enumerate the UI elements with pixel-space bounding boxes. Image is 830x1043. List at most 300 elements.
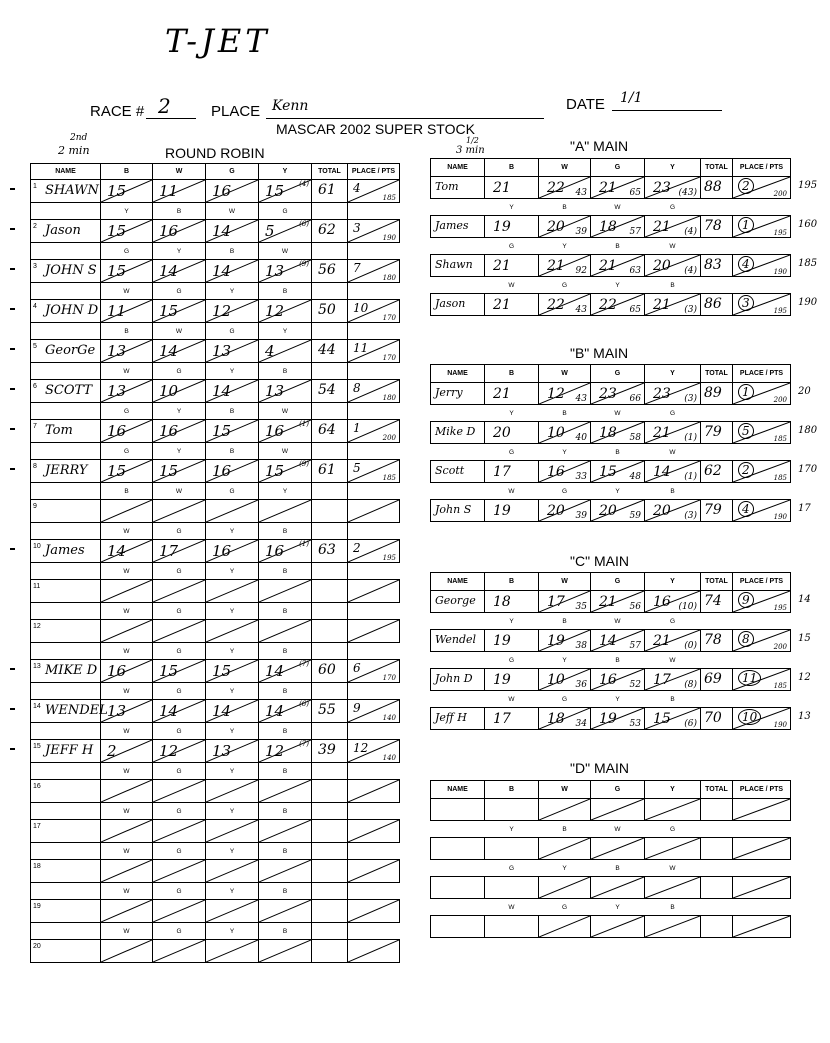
lap-cell[interactable]: [539, 422, 591, 444]
main-name-cell[interactable]: [431, 669, 485, 691]
heat-score: 14: [212, 702, 232, 720]
lap-cell[interactable]: [485, 422, 539, 444]
lap-cell[interactable]: [645, 916, 701, 938]
lap-cell[interactable]: [591, 294, 645, 316]
total-cell[interactable]: [701, 500, 733, 522]
total-cell[interactable]: [312, 540, 348, 563]
lap-cell[interactable]: [645, 383, 701, 405]
heat-score-cell[interactable]: [153, 900, 206, 923]
place-pts-cell[interactable]: [348, 340, 400, 363]
lap-cell[interactable]: [591, 177, 645, 199]
cumulative-laps: 39: [575, 227, 587, 237]
place-pts-cell[interactable]: [733, 500, 791, 522]
lap-cell[interactable]: [645, 177, 701, 199]
cell-divider: [259, 820, 311, 842]
heat-score-cell[interactable]: [153, 460, 206, 483]
heat-score-cell[interactable]: [206, 300, 259, 323]
place-pts-cell[interactable]: [733, 799, 791, 821]
lap-cell[interactable]: [539, 916, 591, 938]
heat-score-cell[interactable]: [206, 380, 259, 403]
total-cell[interactable]: [312, 740, 348, 763]
lap-cell[interactable]: [539, 255, 591, 277]
heat-score: 16: [212, 182, 232, 200]
racer-name: MIKE D: [45, 663, 98, 678]
heat-score-cell[interactable]: [101, 340, 153, 363]
main-name-cell[interactable]: [431, 591, 485, 613]
lap-cell[interactable]: [539, 294, 591, 316]
lap-cell[interactable]: [645, 630, 701, 652]
place-pts-cell[interactable]: [348, 260, 400, 283]
heat-score-cell[interactable]: [206, 580, 259, 603]
heat-score-cell[interactable]: [206, 700, 259, 723]
place-pts-cell[interactable]: [348, 500, 400, 523]
lane-spacer: [348, 803, 400, 820]
lap-cell[interactable]: [645, 838, 701, 860]
heat-score-cell[interactable]: [206, 420, 259, 443]
heat-score-cell[interactable]: [259, 340, 312, 363]
lap-cell[interactable]: [485, 461, 539, 483]
total-cell[interactable]: [312, 900, 348, 923]
lap-cell[interactable]: [591, 216, 645, 238]
heat-score-cell[interactable]: [206, 860, 259, 883]
heat-score-cell[interactable]: [153, 860, 206, 883]
rr-name-cell[interactable]: [31, 300, 101, 323]
total-cell[interactable]: [312, 340, 348, 363]
heat-score-cell[interactable]: [259, 580, 312, 603]
heat-score-cell[interactable]: [101, 820, 153, 843]
lap-count: 17: [547, 594, 565, 610]
lap-cell[interactable]: [485, 799, 539, 821]
heat-score-cell[interactable]: [101, 180, 153, 203]
heat-score-cell[interactable]: [153, 580, 206, 603]
heat-score-cell[interactable]: [206, 820, 259, 843]
heat-score-cell[interactable]: [259, 940, 312, 963]
lane-label: G: [508, 448, 515, 456]
heat-score-cell[interactable]: [153, 340, 206, 363]
heat-score-cell[interactable]: [101, 620, 153, 643]
place-pts-cell[interactable]: [348, 220, 400, 243]
rr-name-cell[interactable]: [31, 340, 101, 363]
lap-count: 21: [653, 297, 671, 313]
lap-cell[interactable]: [485, 838, 539, 860]
total-cell[interactable]: [701, 630, 733, 652]
rr-name-cell[interactable]: [31, 500, 101, 523]
place-pts-cell[interactable]: [348, 300, 400, 323]
total-cell[interactable]: [701, 669, 733, 691]
heat-score-cell[interactable]: [206, 180, 259, 203]
main-name-cell[interactable]: [431, 383, 485, 405]
lane-label: B: [259, 563, 312, 580]
heat-score-cell[interactable]: [101, 260, 153, 283]
total-cell[interactable]: [312, 460, 348, 483]
total-cell[interactable]: [312, 820, 348, 843]
heat-score-cell[interactable]: [153, 620, 206, 643]
cell-divider: [206, 900, 258, 922]
lane-label: B: [259, 723, 312, 740]
main-name-cell[interactable]: [431, 799, 485, 821]
heat-score-cell[interactable]: [153, 300, 206, 323]
main-name-cell[interactable]: [431, 216, 485, 238]
lap-cell[interactable]: [539, 630, 591, 652]
heat-score-cell[interactable]: [153, 180, 206, 203]
lane-spacer: [312, 643, 348, 660]
rr-name-cell[interactable]: [31, 260, 101, 283]
heat-score-cell[interactable]: [101, 500, 153, 523]
heat-score-cell[interactable]: [101, 420, 153, 443]
lap-cell[interactable]: [645, 461, 701, 483]
place-pts-cell[interactable]: [348, 420, 400, 443]
main-col-header: G: [591, 781, 645, 799]
lap-cell[interactable]: [539, 838, 591, 860]
lap-cell[interactable]: [485, 255, 539, 277]
heat-score-cell[interactable]: [259, 700, 312, 723]
lap-cell[interactable]: [539, 708, 591, 730]
rr-name-cell[interactable]: [31, 620, 101, 643]
heat-score-cell[interactable]: [153, 940, 206, 963]
lane-label: B: [670, 281, 675, 289]
heat-score-cell[interactable]: [101, 900, 153, 923]
total-cell[interactable]: [701, 177, 733, 199]
heat-score-cell[interactable]: [206, 540, 259, 563]
heat-score-cell[interactable]: [153, 260, 206, 283]
heat-score-cell[interactable]: [206, 900, 259, 923]
lap-cell[interactable]: [485, 669, 539, 691]
total-cell[interactable]: [701, 838, 733, 860]
rr-lane-row: [31, 523, 400, 540]
lap-cell[interactable]: [645, 294, 701, 316]
heat-score-cell[interactable]: [259, 460, 312, 483]
lap-count: 20: [547, 219, 565, 235]
rr-name-cell[interactable]: [31, 460, 101, 483]
lane-label: W: [669, 864, 676, 872]
heat-score-cell[interactable]: [206, 220, 259, 243]
row-number: 2: [33, 223, 37, 230]
heat-score-cell[interactable]: [153, 420, 206, 443]
total-cell[interactable]: [312, 380, 348, 403]
heat-score-cell[interactable]: [259, 380, 312, 403]
lap-cell[interactable]: [591, 630, 645, 652]
heat-score-cell[interactable]: [153, 220, 206, 243]
heat-score-cell[interactable]: [101, 940, 153, 963]
heat-score-cell[interactable]: [101, 860, 153, 883]
lap-cell[interactable]: [485, 500, 539, 522]
heat-score-cell[interactable]: [101, 220, 153, 243]
lap-cell[interactable]: [539, 799, 591, 821]
total-cell[interactable]: [312, 220, 348, 243]
heat-score-cell[interactable]: [101, 460, 153, 483]
lap-cell[interactable]: [485, 177, 539, 199]
place-pts-cell[interactable]: [733, 422, 791, 444]
heat-score-cell[interactable]: [101, 740, 153, 763]
total-cell[interactable]: [701, 591, 733, 613]
lap-cell[interactable]: [591, 461, 645, 483]
lap-cell[interactable]: [645, 708, 701, 730]
heat-score-cell[interactable]: [206, 940, 259, 963]
lane-label: Y: [509, 825, 514, 833]
lap-cell[interactable]: [539, 877, 591, 899]
lap-cell[interactable]: [645, 877, 701, 899]
main-lane-row: [431, 483, 791, 500]
main-col-header: G: [591, 573, 645, 591]
main-racer-row: [431, 500, 791, 522]
total-value: 60: [318, 662, 336, 678]
lane-label: Y: [206, 683, 259, 700]
heat-score: 14: [159, 702, 179, 720]
heat-score-cell[interactable]: [206, 620, 259, 643]
total-cell[interactable]: [701, 422, 733, 444]
heat-score-cell[interactable]: [259, 660, 312, 683]
racer-name: James: [45, 543, 85, 558]
lane-spacer: [733, 821, 791, 838]
heat-score-cell[interactable]: [259, 820, 312, 843]
rr-name-cell[interactable]: [31, 180, 101, 203]
heat-score-cell[interactable]: [153, 500, 206, 523]
heat-score-cell[interactable]: [206, 780, 259, 803]
heat-score-cell[interactable]: [101, 700, 153, 723]
heat-score-cell[interactable]: [259, 860, 312, 883]
rr-name-cell[interactable]: [31, 900, 101, 923]
lap-cell[interactable]: [591, 591, 645, 613]
heat-score-cell[interactable]: [101, 580, 153, 603]
total-cell[interactable]: [312, 180, 348, 203]
place-pts-cell[interactable]: [348, 900, 400, 923]
rr-name-cell[interactable]: [31, 740, 101, 763]
total-cell[interactable]: [312, 300, 348, 323]
total-cell[interactable]: [701, 916, 733, 938]
place-pts-cell[interactable]: [733, 177, 791, 199]
heat-score-cell[interactable]: [101, 780, 153, 803]
place-pts-cell[interactable]: [348, 940, 400, 963]
total-cell[interactable]: [701, 461, 733, 483]
heat-score-cell[interactable]: [101, 540, 153, 563]
lap-cell[interactable]: [645, 799, 701, 821]
total-cell[interactable]: [701, 799, 733, 821]
total-cell[interactable]: [701, 216, 733, 238]
heat-score-cell[interactable]: [259, 260, 312, 283]
lap-cell[interactable]: [591, 708, 645, 730]
heat-score-cell[interactable]: [206, 340, 259, 363]
rr-racer-row: [31, 700, 400, 723]
lap-cell[interactable]: [645, 591, 701, 613]
lap-count: 15: [653, 711, 671, 727]
place-pts-cell[interactable]: [348, 820, 400, 843]
rr-name-cell[interactable]: [31, 860, 101, 883]
heat-score-cell[interactable]: [153, 740, 206, 763]
heat-score-cell[interactable]: [259, 620, 312, 643]
rr-name-cell[interactable]: [31, 780, 101, 803]
lap-cell[interactable]: [539, 216, 591, 238]
lane-spacer: [348, 523, 400, 540]
lap-cell[interactable]: [645, 500, 701, 522]
heat-score-cell[interactable]: [101, 380, 153, 403]
total-cell[interactable]: [312, 660, 348, 683]
heat-score-cell[interactable]: [153, 660, 206, 683]
lap-cell[interactable]: [591, 383, 645, 405]
lap-cell[interactable]: [591, 255, 645, 277]
total-cell[interactable]: [312, 420, 348, 443]
a-main-annotation: 1/2: [466, 136, 479, 145]
rr-name-cell[interactable]: [31, 380, 101, 403]
rr-name-cell[interactable]: [31, 420, 101, 443]
rr-name-cell[interactable]: [31, 660, 101, 683]
lap-cell[interactable]: [645, 216, 701, 238]
main-name-cell[interactable]: [431, 422, 485, 444]
heat-score-cell[interactable]: [259, 300, 312, 323]
place-pts-cell[interactable]: [733, 708, 791, 730]
main-name-cell[interactable]: [431, 255, 485, 277]
lap-cell[interactable]: [485, 294, 539, 316]
main-name-cell[interactable]: [431, 916, 485, 938]
heat-score-cell[interactable]: [259, 540, 312, 563]
place-pts-cell[interactable]: [348, 620, 400, 643]
heat-score-cell[interactable]: [259, 180, 312, 203]
total-cell[interactable]: [312, 500, 348, 523]
total-cell[interactable]: [312, 860, 348, 883]
cell-divider: [101, 620, 152, 642]
lap-cell[interactable]: [539, 669, 591, 691]
place-pts-cell[interactable]: [733, 877, 791, 899]
rr-lane-row: [31, 683, 400, 700]
heat-score-cell[interactable]: [206, 460, 259, 483]
lap-cell[interactable]: [591, 799, 645, 821]
main-col-header: B: [485, 573, 539, 591]
main-col-header: W: [539, 573, 591, 591]
main-name-cell[interactable]: [431, 294, 485, 316]
lap-cell[interactable]: [485, 383, 539, 405]
lap-cell[interactable]: [591, 500, 645, 522]
place-circle: 5: [738, 423, 754, 439]
rr-name-cell[interactable]: [31, 820, 101, 843]
place-pts-cell[interactable]: [733, 216, 791, 238]
heat-score-cell[interactable]: [101, 660, 153, 683]
lap-cell[interactable]: [645, 255, 701, 277]
total-cell[interactable]: [312, 780, 348, 803]
place-pts-cell[interactable]: [733, 383, 791, 405]
place-pts-cell[interactable]: [733, 838, 791, 860]
heat-note: (7): [299, 660, 309, 668]
rr-name-cell[interactable]: [31, 220, 101, 243]
place-pts-cell[interactable]: [733, 669, 791, 691]
rr-racer-row: [31, 260, 400, 283]
main-name-cell[interactable]: [431, 838, 485, 860]
place-pts-cell[interactable]: [348, 860, 400, 883]
points-value: 185: [773, 682, 787, 690]
main-name-cell[interactable]: [431, 708, 485, 730]
lap-cell[interactable]: [539, 461, 591, 483]
main-name-cell[interactable]: [431, 177, 485, 199]
place-pts-cell[interactable]: [733, 461, 791, 483]
heat-score-cell[interactable]: [259, 900, 312, 923]
total-cell[interactable]: [701, 383, 733, 405]
total-cell[interactable]: [312, 260, 348, 283]
cell-divider: [348, 780, 399, 802]
place-pts-cell[interactable]: [733, 630, 791, 652]
main-name-cell[interactable]: [431, 877, 485, 899]
lap-cell[interactable]: [591, 877, 645, 899]
main-name-cell[interactable]: [431, 500, 485, 522]
main-col-header: B: [485, 159, 539, 177]
lap-cell[interactable]: [591, 916, 645, 938]
place-pts-cell[interactable]: [733, 255, 791, 277]
lap-cell[interactable]: [645, 422, 701, 444]
main-col-header: TOTAL: [701, 159, 733, 177]
heat-score-cell[interactable]: [153, 700, 206, 723]
heat-score-cell[interactable]: [206, 660, 259, 683]
lap-cell[interactable]: [645, 669, 701, 691]
lap-cell[interactable]: [591, 838, 645, 860]
lap-cell[interactable]: [591, 669, 645, 691]
place-pts-cell[interactable]: [348, 540, 400, 563]
heat-score-cell[interactable]: [259, 780, 312, 803]
rr-name-cell[interactable]: [31, 540, 101, 563]
heat-score-cell[interactable]: [206, 740, 259, 763]
place-pts-cell[interactable]: [348, 740, 400, 763]
place-pts-cell[interactable]: [348, 660, 400, 683]
place-pts-cell[interactable]: [733, 591, 791, 613]
lap-cell[interactable]: [485, 877, 539, 899]
heat-score-cell[interactable]: [153, 820, 206, 843]
lap-cell[interactable]: [591, 422, 645, 444]
heat-score-cell[interactable]: [153, 380, 206, 403]
lane-label: G: [669, 409, 676, 417]
total-cell[interactable]: [701, 877, 733, 899]
total-cell[interactable]: [701, 255, 733, 277]
heat-score-cell[interactable]: [259, 220, 312, 243]
heat-score-cell[interactable]: [259, 500, 312, 523]
total-cell[interactable]: [312, 620, 348, 643]
heat-score-cell[interactable]: [101, 300, 153, 323]
place-pts-cell[interactable]: [348, 580, 400, 603]
lap-cell[interactable]: [539, 591, 591, 613]
rr-name-cell[interactable]: [31, 700, 108, 723]
place-pts-cell[interactable]: [348, 180, 400, 203]
total-cell[interactable]: [312, 580, 348, 603]
place-pts-cell[interactable]: [348, 380, 400, 403]
lap-cell[interactable]: [485, 916, 539, 938]
total-cell[interactable]: [701, 294, 733, 316]
heat-score-cell[interactable]: [206, 500, 259, 523]
total-cell[interactable]: [701, 708, 733, 730]
place-pts-cell[interactable]: [733, 916, 791, 938]
rr-name-cell[interactable]: [31, 940, 101, 963]
lap-cell[interactable]: [485, 216, 539, 238]
rr-name-cell[interactable]: [31, 580, 101, 603]
main-name-cell[interactable]: [431, 630, 485, 652]
place-pts-cell[interactable]: [733, 294, 791, 316]
heat-score-cell[interactable]: [259, 420, 312, 443]
heat-score-cell[interactable]: [206, 260, 259, 283]
lap-cell[interactable]: [539, 500, 591, 522]
heat-score: 17: [159, 542, 179, 560]
lap-cell[interactable]: [485, 591, 539, 613]
heat-score-cell[interactable]: [259, 740, 312, 763]
main-name-cell[interactable]: [431, 461, 485, 483]
lap-cell[interactable]: [485, 708, 539, 730]
lap-cell[interactable]: [485, 630, 539, 652]
lap-cell[interactable]: [539, 383, 591, 405]
place-pts-cell[interactable]: [348, 460, 400, 483]
heat-score-cell[interactable]: [153, 780, 206, 803]
lane-label: W: [101, 283, 153, 300]
total-cell[interactable]: [312, 700, 348, 723]
cumulative-laps: 56: [629, 602, 641, 612]
place-pts-cell[interactable]: [348, 700, 400, 723]
margin-tick: [10, 188, 15, 190]
place-pts-cell[interactable]: [348, 780, 400, 803]
heat-score-cell[interactable]: [153, 540, 206, 563]
total-cell[interactable]: [312, 940, 348, 963]
lap-cell[interactable]: [539, 177, 591, 199]
